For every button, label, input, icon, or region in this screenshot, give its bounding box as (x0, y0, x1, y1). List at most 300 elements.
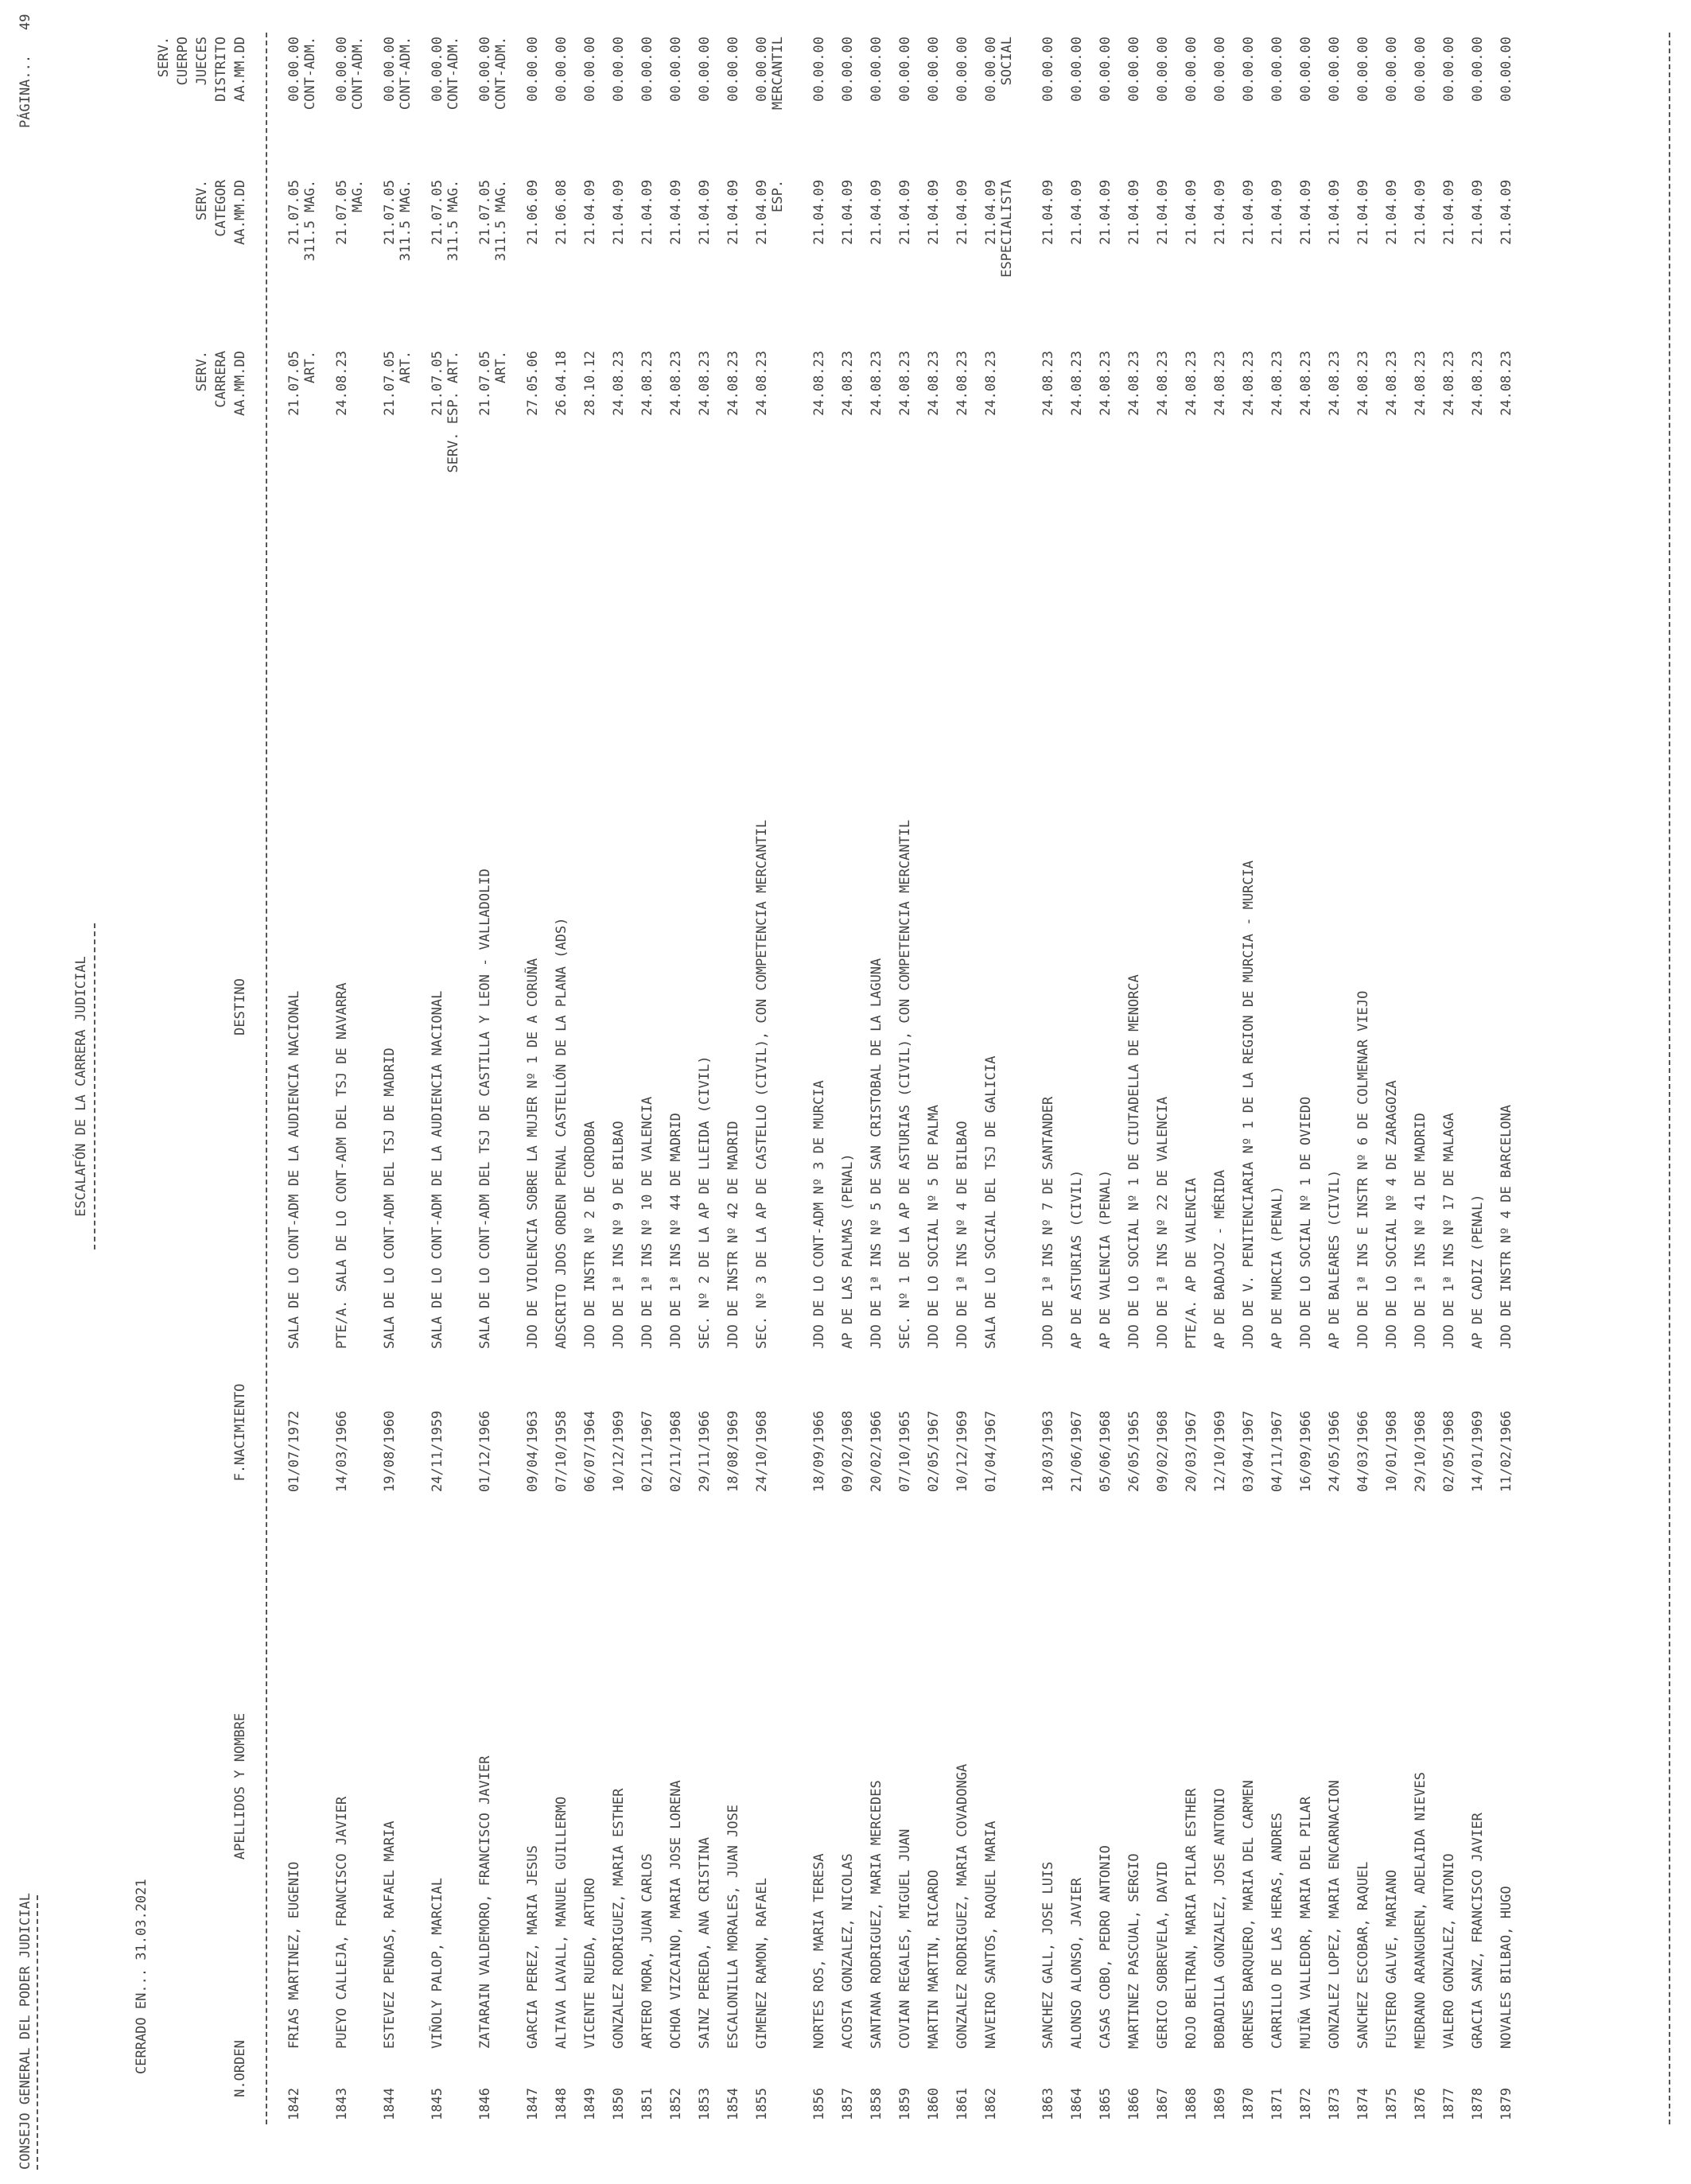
row-serv-carrera: 24.08.23 (1470, 351, 1486, 416)
row-destino: SALA DE LO CONT-ADM DEL TSJ DE MADRID (382, 1047, 398, 1349)
row-destino: SEC. Nº 2 DE LA AP DE LLEIDA (CIVIL) (697, 1055, 713, 1349)
col-header-serv-cuerpo-3: JUECES (194, 37, 210, 86)
row-serv-carrera: 24.08.23 (1155, 351, 1171, 416)
row-fecha-nacimiento: 05/06/1968 (1098, 1410, 1114, 1492)
row-serv-cuerpo: 00.00.00 (1355, 37, 1371, 102)
row-serv-categoria: 21.07.05 (382, 180, 398, 245)
row-fecha-nacimiento: 02/11/1967 (639, 1410, 655, 1492)
row-fecha-nacimiento: 02/11/1968 (668, 1410, 684, 1492)
row-serv-categoria: 21.04.09 (668, 180, 684, 245)
row-nombre: NAVEIRO SANTOS, RAQUEL MARIA (983, 1821, 999, 2049)
row-fecha-nacimiento: 12/10/1969 (1212, 1410, 1228, 1492)
annotation-categoria: ESP. (770, 180, 786, 212)
table-row (1177, 0, 1206, 2184)
row-fecha-nacimiento: 14/03/1966 (334, 1410, 350, 1492)
row-orden: 1864 (1069, 2088, 1085, 2120)
row-orden: 1875 (1384, 2088, 1400, 2120)
row-orden: 1858 (869, 2088, 884, 2120)
row-orden: 1865 (1098, 2088, 1114, 2120)
row-fecha-nacimiento: 06/07/1964 (582, 1410, 598, 1492)
table-row (1492, 0, 1521, 2184)
row-serv-cuerpo: 00.00.00 (840, 37, 856, 102)
row-orden: 1853 (697, 2088, 713, 2120)
row-serv-cuerpo: 00.00.00 (430, 37, 445, 102)
table-row-annotation (997, 0, 1017, 2184)
table-row (1234, 0, 1263, 2184)
row-serv-carrera: 24.08.23 (639, 351, 655, 416)
table-row (805, 0, 834, 2184)
annotation-categoria: 311.5 MAG. (493, 180, 509, 262)
table-row (1349, 0, 1378, 2184)
row-destino: ADSCRITO JDOS ORDEN PENAL CASTELLÓN DE LA PLANA (ADS) (554, 917, 569, 1349)
row-destino: JDO DE 1ª INS Nº 10 DE VALENCIA (639, 1096, 655, 1349)
row-serv-cuerpo: 00.00.00 (477, 37, 493, 102)
row-nombre: ZATARAIN VALDEMORO, FRANCISCO JAVIER (477, 1755, 493, 2049)
row-nombre: GARCIA PEREZ, MARIA JESUS (525, 1845, 541, 2049)
annotation-cuerpo: CONT-ADM. (302, 37, 318, 111)
row-nombre: SANCHEZ ESCOBAR, RAQUEL (1355, 1861, 1371, 2049)
row-nombre: ORENES BARQUERO, MARIA DEL CARMEN (1241, 1780, 1257, 2049)
row-nombre: MEDRANO ARANGUREN, ADELAIDA NIEVES (1413, 1772, 1429, 2049)
row-destino: AP DE LAS PALMAS (PENAL) (840, 1153, 856, 1349)
row-serv-cuerpo: 00.00.00 (1212, 37, 1228, 102)
row-serv-categoria: 21.04.09 (1212, 180, 1228, 245)
row-serv-categoria: 21.04.09 (754, 180, 770, 245)
row-fecha-nacimiento: 14/01/1969 (1470, 1410, 1486, 1492)
row-serv-categoria: 21.04.09 (926, 180, 942, 245)
row-serv-carrera: 24.08.23 (1098, 351, 1114, 416)
row-serv-categoria: 21.04.09 (1126, 180, 1142, 245)
row-orden: 1873 (1327, 2088, 1343, 2120)
row-destino: SALA DE LO CONT-ADM DEL TSJ DE CASTILLA Y LEON - VALLADOLID (477, 869, 493, 1349)
row-fecha-nacimiento: 01/12/1966 (477, 1410, 493, 1492)
row-serv-cuerpo: 00.00.00 (1069, 37, 1085, 102)
annotation-carrera: ART. (493, 351, 509, 383)
table-row (1464, 0, 1492, 2184)
col-header-serv-categor-2: CATEGOR (213, 180, 229, 237)
table-row (862, 0, 891, 2184)
row-nombre: COVIAN REGALES, MIGUEL JUAN (897, 1828, 913, 2049)
row-nombre: FRIAS MARTINEZ, EUGENIO (286, 1861, 302, 2049)
row-nombre: GIMENEZ RAMON, RAFAEL (754, 1878, 770, 2049)
row-fecha-nacimiento: 02/05/1967 (926, 1410, 942, 1492)
row-serv-categoria: 21.04.09 (954, 180, 970, 245)
row-serv-carrera: 28.10.12 (582, 351, 598, 416)
row-destino: JDO DE 1ª INS E INSTR Nº 6 DE COLMENAR VIEJO (1355, 990, 1371, 1349)
header-divider (266, 33, 267, 2124)
row-fecha-nacimiento: 11/02/1966 (1499, 1410, 1514, 1492)
row-nombre: GONZALEZ LOPEZ, MARIA ENCARNACION (1327, 1780, 1343, 2049)
row-orden: 1871 (1269, 2088, 1285, 2120)
annotation-carrera: SERV. ESP. ART. (445, 351, 461, 473)
annotation-cuerpo: CONT-ADM. (398, 37, 414, 111)
row-serv-cuerpo: 00.00.00 (725, 37, 741, 102)
row-fecha-nacimiento: 01/04/1967 (983, 1410, 999, 1492)
row-nombre: GONZALEZ RODRIGUEZ, MARIA COVADONGA (954, 1763, 970, 2049)
row-serv-cuerpo: 00.00.00 (1269, 37, 1285, 102)
table-row-annotation (444, 0, 463, 2184)
col-header-serv-carrera-2: CARRERA (213, 351, 229, 408)
row-orden: 1878 (1470, 2088, 1486, 2120)
table-row-annotation (768, 0, 787, 2184)
row-serv-carrera: 24.08.23 (954, 351, 970, 416)
row-fecha-nacimiento: 03/04/1967 (1241, 1410, 1257, 1492)
row-nombre: CARRILLO DE LAS HERAS, ANDRES (1269, 1813, 1285, 2049)
row-nombre: ARTERO MORA, JUAN CARLOS (639, 1853, 655, 2049)
row-serv-carrera: 24.08.23 (668, 351, 684, 416)
row-nombre: GERICO SOBREVELA, DAVID (1155, 1861, 1171, 2049)
row-destino: AP DE ASTURIAS (CIVIL) (1069, 1169, 1085, 1349)
row-destino: JDO DE INSTR Nº 2 DE CORDOBA (582, 1121, 598, 1349)
row-orden: 1872 (1298, 2088, 1314, 2120)
row-orden: 1846 (477, 2088, 493, 2120)
row-serv-cuerpo: 00.00.00 (754, 37, 770, 102)
row-serv-carrera: 24.08.23 (1298, 351, 1314, 416)
table-row (919, 0, 948, 2184)
table-row (690, 0, 719, 2184)
row-orden: 1860 (926, 2088, 942, 2120)
annotation-categoria: 311.5 MAG. (445, 180, 461, 262)
row-serv-categoria: 21.04.09 (639, 180, 655, 245)
row-orden: 1850 (611, 2088, 627, 2120)
row-orden: 1844 (382, 2088, 398, 2120)
row-serv-carrera: 24.08.23 (840, 351, 856, 416)
row-fecha-nacimiento: 19/08/1960 (382, 1410, 398, 1492)
row-destino: JDO DE VIOLENCIA SOBRE LA MUJER Nº 1 DE A CORUÑA (525, 958, 541, 1349)
row-destino: AP DE MURCIA (PENAL) (1269, 1186, 1285, 1349)
row-serv-cuerpo: 00.00.00 (811, 37, 827, 102)
row-serv-carrera: 21.07.05 (430, 351, 445, 416)
table-row (834, 0, 862, 2184)
table-row (1435, 0, 1464, 2184)
row-orden: 1849 (582, 2088, 598, 2120)
row-serv-carrera: 24.08.23 (897, 351, 913, 416)
row-destino: JDO DE 1ª INS Nº 9 DE BILBAO (611, 1121, 627, 1349)
row-serv-cuerpo: 00.00.00 (1155, 37, 1171, 102)
row-serv-cuerpo: 00.00.00 (1441, 37, 1457, 102)
row-serv-categoria: 21.04.09 (697, 180, 713, 245)
row-nombre: MARTIN MARTIN, RICARDO (926, 1869, 942, 2049)
row-fecha-nacimiento: 10/12/1969 (611, 1410, 627, 1492)
row-destino: JDO DE INSTR Nº 42 DE MADRID (725, 1121, 741, 1349)
row-serv-categoria: 21.04.09 (1355, 180, 1371, 245)
row-nombre: ALONSO ALONSO, JAVIER (1069, 1878, 1085, 2049)
table-row-annotation (348, 0, 367, 2184)
row-orden: 1868 (1184, 2088, 1199, 2120)
row-serv-cuerpo: 00.00.00 (525, 37, 541, 102)
row-destino: JDO DE INSTR Nº 4 DE BARCELONA (1499, 1104, 1514, 1349)
row-serv-carrera: 24.08.23 (1241, 351, 1257, 416)
row-serv-categoria: 21.04.09 (1269, 180, 1285, 245)
row-fecha-nacimiento: 02/05/1968 (1441, 1410, 1457, 1492)
row-destino: SEC. Nº 3 DE LA AP DE CASTELLO (CIVIL), CON COMPETENCIA MERCANTIL (754, 819, 770, 1349)
org-underline (37, 1895, 38, 2170)
row-destino: JDO DE 1ª INS Nº 44 DE MADRID (668, 1113, 684, 1349)
col-header-destino: DESTINO (232, 978, 248, 1036)
row-serv-categoria: 21.07.05 (477, 180, 493, 245)
row-serv-carrera: 24.08.23 (334, 351, 350, 416)
row-serv-cuerpo: 00.00.00 (897, 37, 913, 102)
annotation-cuerpo: SOCIAL (999, 37, 1015, 86)
row-serv-cuerpo: 00.00.00 (1470, 37, 1486, 102)
row-serv-cuerpo: 00.00.00 (1413, 37, 1429, 102)
row-serv-carrera: 24.08.23 (1184, 351, 1199, 416)
row-nombre: ROJO BELTRAN, MARIA PILAR ESTHER (1184, 1788, 1199, 2049)
table-row (719, 0, 748, 2184)
table-row (1292, 0, 1320, 2184)
row-orden: 1866 (1126, 2088, 1142, 2120)
row-serv-cuerpo: 00.00.00 (954, 37, 970, 102)
annotation-categoria: 311.5 MAG. (398, 180, 414, 262)
row-serv-cuerpo: 00.00.00 (926, 37, 942, 102)
row-nombre: ACOSTA GONZALEZ, NICOLAS (840, 1853, 856, 2049)
org-name: CONSEJO GENERAL DEL PODER JUDICIAL (17, 1893, 33, 2170)
row-serv-cuerpo: 00.00.00 (1241, 37, 1257, 102)
row-serv-carrera: 24.08.23 (1441, 351, 1457, 416)
row-serv-categoria: 21.04.09 (1327, 180, 1343, 245)
row-serv-categoria: 21.04.09 (611, 180, 627, 245)
row-fecha-nacimiento: 16/09/1966 (1298, 1410, 1314, 1492)
row-serv-cuerpo: 00.00.00 (983, 37, 999, 102)
row-serv-categoria: 21.04.09 (1040, 180, 1056, 245)
table-row (1034, 0, 1063, 2184)
row-nombre: VIÑOLY PALOP, MARCIAL (430, 1878, 445, 2049)
table-row (1091, 0, 1120, 2184)
annotation-cuerpo: MERCANTIL (770, 37, 786, 111)
table-row (891, 0, 919, 2184)
row-serv-carrera: 24.08.23 (697, 351, 713, 416)
row-orden: 1874 (1355, 2088, 1371, 2120)
table-row (1378, 0, 1406, 2184)
row-fecha-nacimiento: 07/10/1958 (554, 1410, 569, 1492)
row-destino: AP DE VALENCIA (PENAL) (1098, 1169, 1114, 1349)
table-row (948, 0, 977, 2184)
row-fecha-nacimiento: 04/03/1966 (1355, 1410, 1371, 1492)
row-destino: JDO DE LO SOCIAL Nº 4 DE ZARAGOZA (1384, 1080, 1400, 1349)
row-serv-cuerpo: 00.00.00 (1298, 37, 1314, 102)
row-serv-cuerpo: 00.00.00 (1040, 37, 1056, 102)
row-orden: 1859 (897, 2088, 913, 2120)
row-fecha-nacimiento: 21/06/1967 (1069, 1410, 1085, 1492)
row-serv-cuerpo: 00.00.00 (582, 37, 598, 102)
document-title: ESCALAFÓN DE LA CARRERA JUDICIAL (73, 956, 89, 1217)
table-row (1320, 0, 1349, 2184)
row-nombre: BOBADILLA GONZALEZ, JOSE ANTONIO (1212, 1788, 1228, 2049)
row-serv-categoria: 21.06.08 (554, 180, 569, 245)
row-orden: 1857 (840, 2088, 856, 2120)
row-nombre: SANTANA RODRIGUEZ, MARIA MERCEDES (869, 1780, 884, 2049)
row-destino: JDO DE 1ª INS Nº 4 DE BILBAO (954, 1121, 970, 1349)
row-destino: JDO DE 1ª INS Nº 7 DE SANTANDER (1040, 1096, 1056, 1349)
annotation-categoria: 311.5 MAG. (302, 180, 318, 262)
row-orden: 1847 (525, 2088, 541, 2120)
footer-divider (1669, 33, 1670, 2124)
row-nombre: CASAS COBO, PEDRO ANTONIO (1098, 1845, 1114, 2049)
row-serv-cuerpo: 00.00.00 (1184, 37, 1199, 102)
row-orden: 1843 (334, 2088, 350, 2120)
row-destino: AP DE BALEARES (CIVIL) (1327, 1169, 1343, 1349)
row-serv-carrera: 24.08.23 (1499, 351, 1514, 416)
row-destino: JDO DE LO SOCIAL Nº 1 DE CIUTADELLA DE MENORCA (1126, 974, 1142, 1349)
row-destino: PTE/A. SALA DE LO CONT-ADM DEL TSJ DE NAVARRA (334, 982, 350, 1349)
row-serv-cuerpo: 00.00.00 (1499, 37, 1514, 102)
row-destino: SEC. Nº 1 DE LA AP DE ASTURIAS (CIVIL), CON COMPETENCIA MERCANTIL (897, 819, 913, 1349)
annotation-categoria: MAG. (350, 180, 366, 212)
row-serv-cuerpo: 00.00.00 (611, 37, 627, 102)
row-nombre: ESTEVEZ PENDAS, RAFAEL MARIA (382, 1821, 398, 2049)
table-row-annotation (492, 0, 511, 2184)
row-orden: 1869 (1212, 2088, 1228, 2120)
row-serv-categoria: 21.04.09 (1155, 180, 1171, 245)
col-header-serv-carrera-3: AA.MM.DD (232, 351, 248, 416)
row-serv-categoria: 21.04.09 (1470, 180, 1486, 245)
row-orden: 1863 (1040, 2088, 1056, 2120)
row-destino: JDO DE 1ª INS Nº 17 DE MALAGA (1441, 1113, 1457, 1349)
row-fecha-nacimiento: 24/05/1966 (1327, 1410, 1343, 1492)
col-header-serv-cuerpo-2: CUERPO (175, 37, 191, 86)
row-serv-categoria: 21.04.09 (840, 180, 856, 245)
row-destino: JDO DE LO SOCIAL Nº 1 DE OVIEDO (1298, 1096, 1314, 1349)
row-serv-categoria: 21.04.09 (897, 180, 913, 245)
row-serv-cuerpo: 00.00.00 (334, 37, 350, 102)
row-orden: 1879 (1499, 2088, 1514, 2120)
col-header-nacimiento: F.NACIMIENTO (232, 1383, 248, 1482)
row-destino: SALA DE LO SOCIAL DEL TSJ DE GALICIA (983, 1055, 999, 1349)
row-serv-cuerpo: 00.00.00 (697, 37, 713, 102)
col-header-orden: N.ORDEN (232, 2040, 248, 2097)
row-nombre: GONZALEZ RODRIGUEZ, MARIA ESTHER (611, 1788, 627, 2049)
row-serv-carrera: 24.08.23 (1355, 351, 1371, 416)
row-destino: JDO DE 1ª INS Nº 22 DE VALENCIA (1155, 1096, 1171, 1349)
row-fecha-nacimiento: 10/01/1968 (1384, 1410, 1400, 1492)
row-orden: 1856 (811, 2088, 827, 2120)
row-fecha-nacimiento: 07/10/1965 (897, 1410, 913, 1492)
row-serv-carrera: 24.08.23 (1269, 351, 1285, 416)
row-destino: JDO DE LO CONT-ADM Nº 3 DE MURCIA (811, 1080, 827, 1349)
table-row (547, 0, 576, 2184)
row-fecha-nacimiento: 01/07/1972 (286, 1410, 302, 1492)
row-serv-carrera: 24.08.23 (1212, 351, 1228, 416)
row-nombre: NOVALES BILBAO, HUGO (1499, 1886, 1514, 2049)
col-header-serv-cuerpo-4: DISTRITO (213, 37, 229, 102)
row-serv-categoria: 21.06.09 (525, 180, 541, 245)
col-header-serv-categor-3: AA.MM.DD (232, 180, 248, 245)
row-serv-carrera: 24.08.23 (725, 351, 741, 416)
row-serv-categoria: 21.04.09 (1499, 180, 1514, 245)
row-fecha-nacimiento: 04/11/1967 (1269, 1410, 1285, 1492)
row-fecha-nacimiento: 24/10/1968 (754, 1410, 770, 1492)
col-header-serv-cuerpo-5: AA.MM.DD (232, 37, 248, 102)
row-orden: 1848 (554, 2088, 569, 2120)
row-orden: 1852 (668, 2088, 684, 2120)
col-header-serv-categor-1: SERV. (194, 180, 210, 221)
row-fecha-nacimiento: 20/03/1967 (1184, 1410, 1199, 1492)
row-serv-categoria: 21.04.09 (869, 180, 884, 245)
table-row (1120, 0, 1149, 2184)
row-orden: 1867 (1155, 2088, 1171, 2120)
row-serv-cuerpo: 00.00.00 (1327, 37, 1343, 102)
annotation-cuerpo: CONT-ADM. (350, 37, 366, 111)
row-fecha-nacimiento: 18/08/1969 (725, 1410, 741, 1492)
row-serv-cuerpo: 00.00.00 (869, 37, 884, 102)
table-row-annotation (396, 0, 415, 2184)
table-row (1149, 0, 1177, 2184)
row-serv-carrera: 24.08.23 (869, 351, 884, 416)
row-nombre: NORTES ROS, MARIA TERESA (811, 1853, 827, 2049)
row-fecha-nacimiento: 18/03/1963 (1040, 1410, 1056, 1492)
table-row (604, 0, 633, 2184)
row-fecha-nacimiento: 20/02/1966 (869, 1410, 884, 1492)
row-serv-categoria: 21.04.09 (1184, 180, 1199, 245)
row-destino: AP DE BADAJOZ - MÉRIDA (1212, 1169, 1228, 1349)
table-row (1406, 0, 1435, 2184)
row-serv-categoria: 21.04.09 (1384, 180, 1400, 245)
row-serv-carrera: 27.05.06 (525, 351, 541, 416)
row-nombre: PUEYO CALLEJA, FRANCISCO JAVIER (334, 1796, 350, 2049)
row-serv-cuerpo: 00.00.00 (1126, 37, 1142, 102)
row-nombre: ALTAVA LAVALL, MANUEL GUILLERMO (554, 1796, 569, 2049)
row-fecha-nacimiento: 18/09/1966 (811, 1410, 827, 1492)
row-fecha-nacimiento: 29/10/1968 (1413, 1410, 1429, 1492)
table-row (576, 0, 604, 2184)
row-serv-categoria: 21.04.09 (582, 180, 598, 245)
row-serv-categoria: 21.04.09 (1098, 180, 1114, 245)
row-serv-categoria: 21.04.09 (1441, 180, 1457, 245)
closed-date: CERRADO EN... 31.03.2021 (134, 1879, 150, 2074)
table-row (633, 0, 662, 2184)
col-header-serv-cuerpo-1: SERV. (156, 37, 172, 78)
row-serv-carrera: 24.08.23 (983, 351, 999, 416)
row-serv-categoria: 21.04.09 (1298, 180, 1314, 245)
row-serv-categoria: 21.04.09 (1413, 180, 1429, 245)
annotation-cuerpo: CONT-ADM. (493, 37, 509, 111)
row-fecha-nacimiento: 29/11/1966 (697, 1410, 713, 1492)
row-serv-categoria: 21.04.09 (725, 180, 741, 245)
col-header-serv-carrera-1: SERV. (194, 351, 210, 392)
row-destino: AP DE CADIZ (PENAL) (1470, 1194, 1486, 1349)
row-serv-categoria: 21.07.05 (286, 180, 302, 245)
row-nombre: MUIÑA VALLEDOR, MARIA DEL PILAR (1298, 1796, 1314, 2049)
row-serv-categoria: 21.07.05 (334, 180, 350, 245)
row-orden: 1870 (1241, 2088, 1257, 2120)
annotation-carrera: ART. (398, 351, 414, 383)
row-orden: 1851 (639, 2088, 655, 2120)
row-destino: JDO DE 1ª INS Nº 41 DE MADRID (1413, 1113, 1429, 1349)
row-orden: 1861 (954, 2088, 970, 2120)
row-destino: JDO DE LO SOCIAL Nº 5 DE PALMA (926, 1104, 942, 1349)
row-serv-carrera: 24.08.23 (611, 351, 627, 416)
page-number: 49 (17, 14, 33, 30)
annotation-carrera: ART. (302, 351, 318, 383)
annotation-cuerpo: CONT-ADM. (445, 37, 461, 111)
title-underline (94, 923, 95, 1249)
table-row (1206, 0, 1234, 2184)
row-destino: SALA DE LO CONT-ADM DE LA AUDIENCIA NACIONAL (430, 990, 445, 1349)
row-nombre: ESCALONILLA MORALES, JUAN JOSE (725, 1804, 741, 2049)
table-row (662, 0, 690, 2184)
annotation-categoria: ESPECIALISTA (999, 180, 1015, 278)
row-serv-carrera: 21.07.05 (477, 351, 493, 416)
row-nombre: SAINZ PEREDA, ANA CRISTINA (697, 1836, 713, 2049)
row-orden: 1842 (286, 2088, 302, 2120)
row-serv-carrera: 24.08.23 (926, 351, 942, 416)
row-orden: 1877 (1441, 2088, 1457, 2120)
row-serv-categoria: 21.04.09 (1241, 180, 1257, 245)
row-orden: 1876 (1413, 2088, 1429, 2120)
table-row (1263, 0, 1292, 2184)
row-orden: 1854 (725, 2088, 741, 2120)
row-serv-categoria: 21.04.09 (1069, 180, 1085, 245)
